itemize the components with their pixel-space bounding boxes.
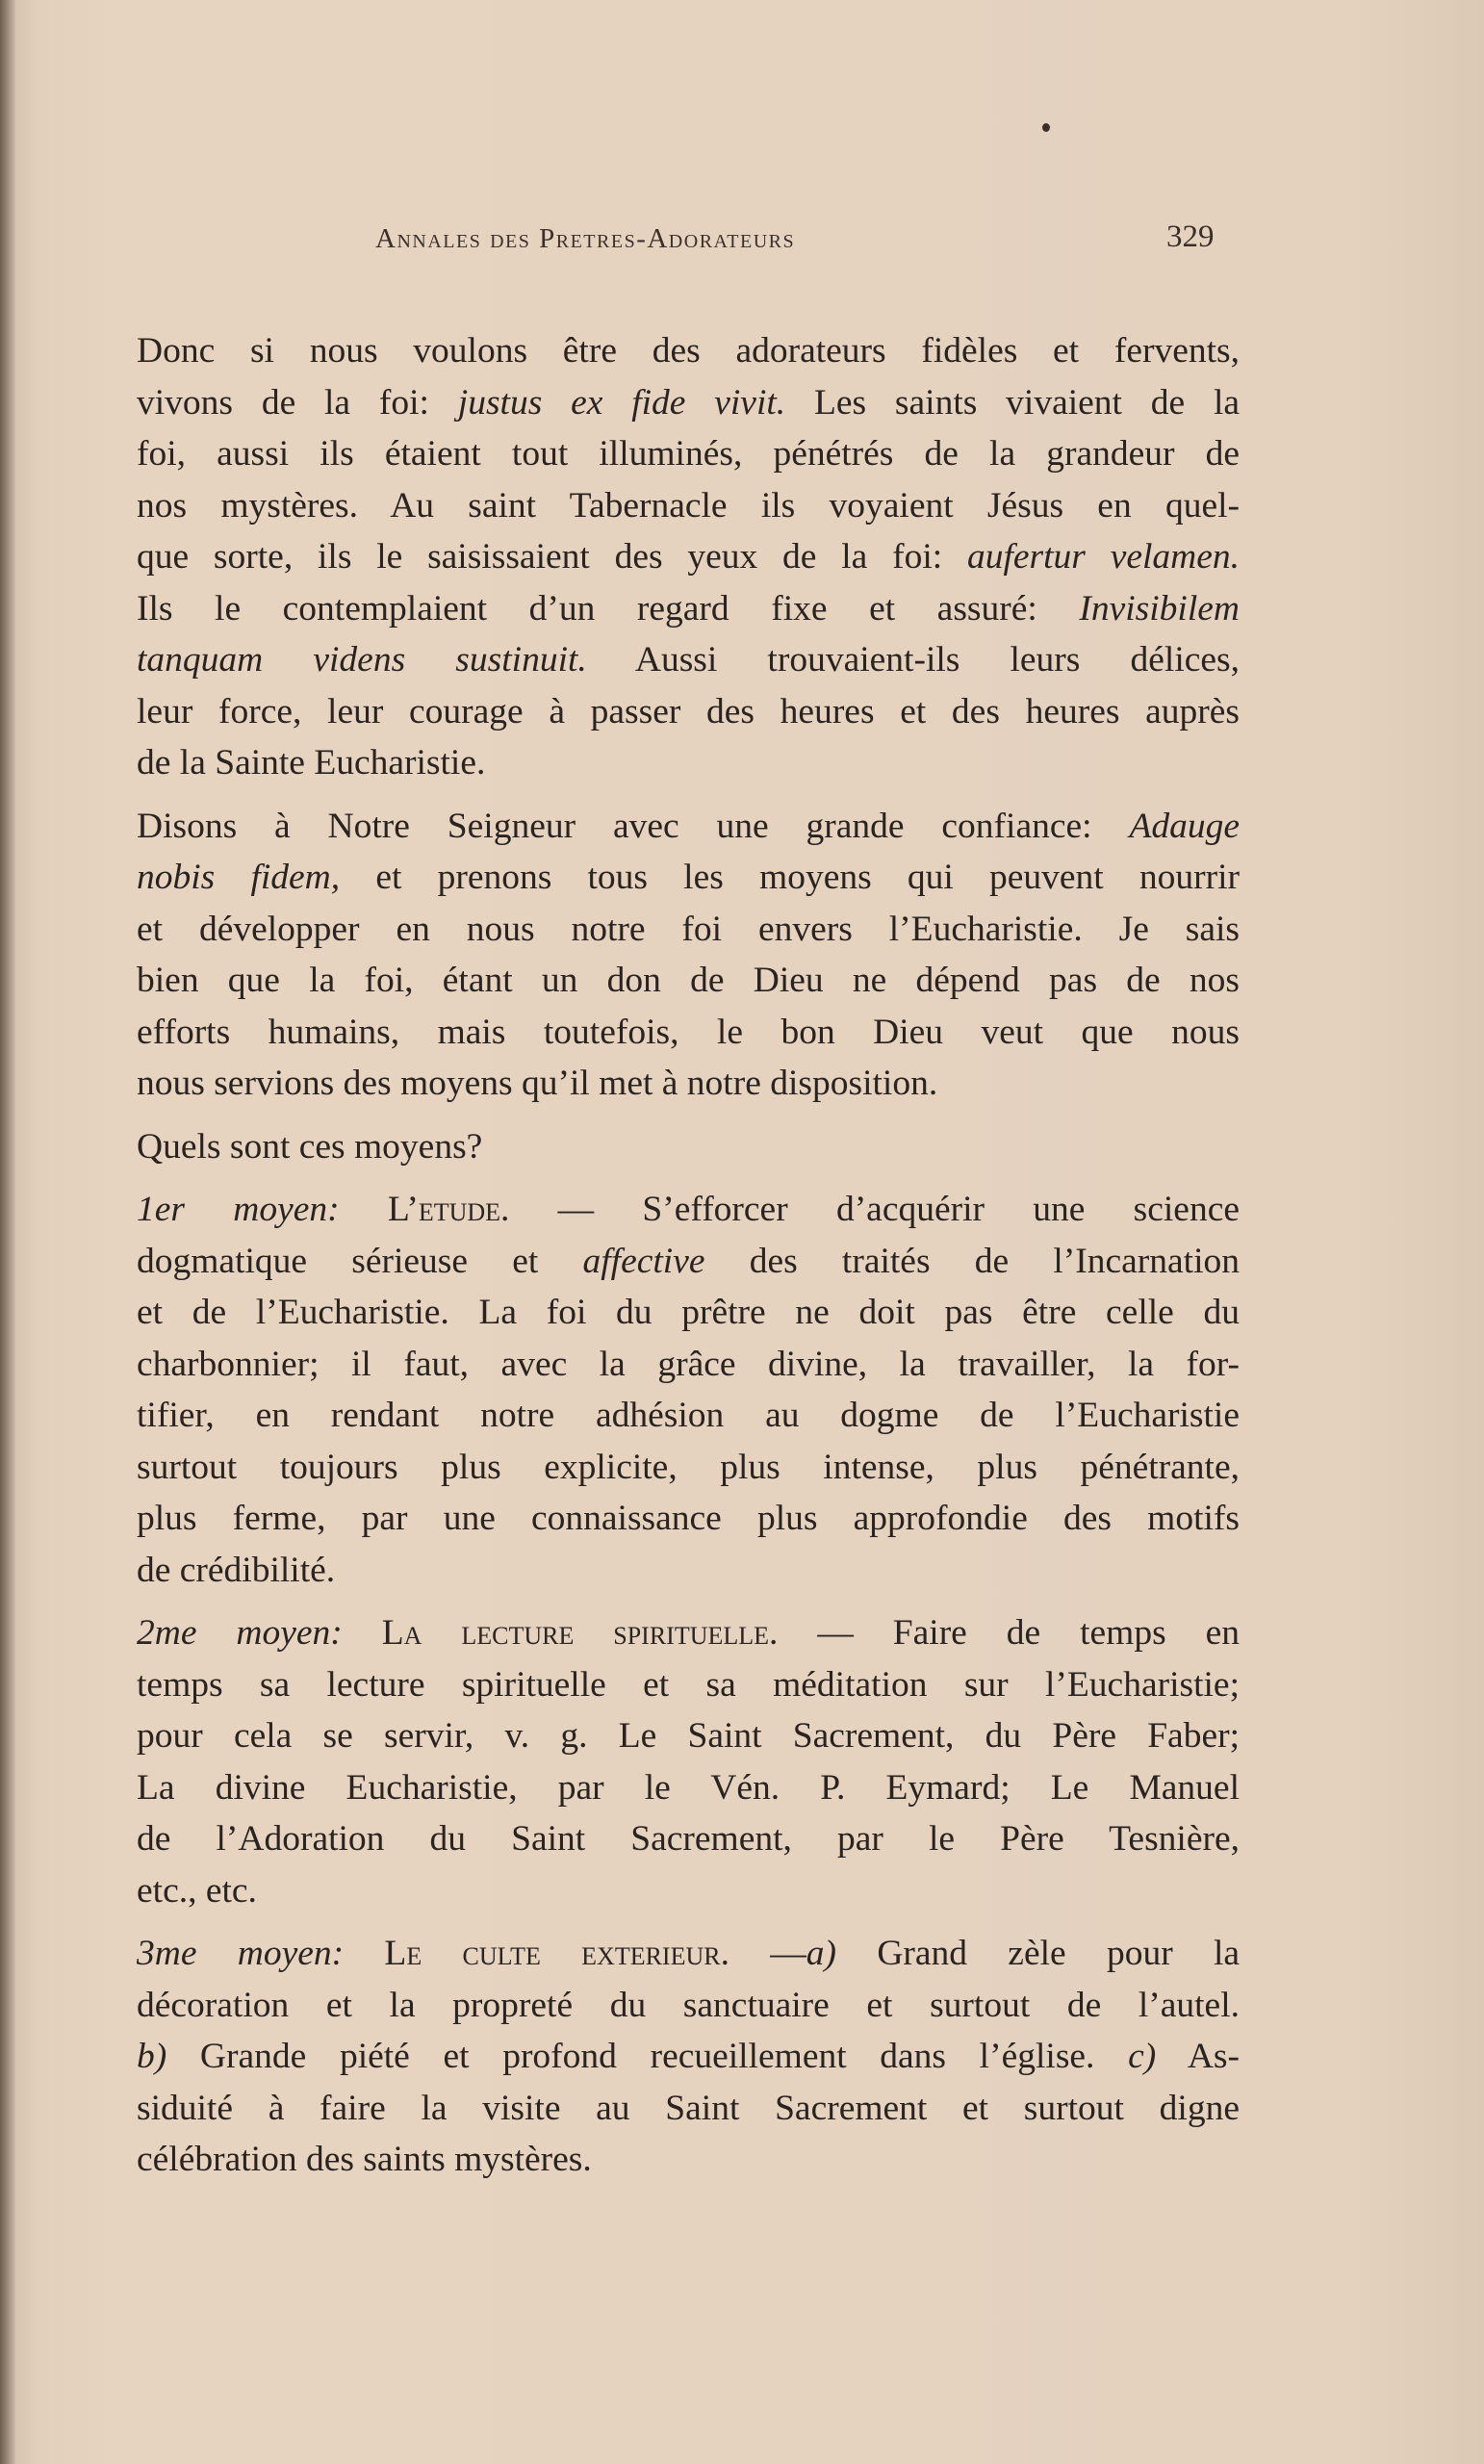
text-line: surtout toujours plus explicite, plus intense, plus pénétrante,: [137, 1447, 1240, 1487]
paragraph-1: [137, 325, 1240, 789]
paragraph-2: [137, 801, 1240, 1110]
text-line: charbonnier; il faut, avec la grâce divine, la travailler, la for-: [137, 1344, 1240, 1384]
text-line: de crédibilité.: [137, 1550, 336, 1590]
text-line: pour cela se servir, v. g. Le Saint Sacrement, du Père Faber;: [137, 1716, 1240, 1756]
paragraph-6: [137, 1928, 1240, 2186]
text-line: Donc si nous voulons être des adorateurs fidèles et fervents,: [137, 331, 1240, 371]
text-line: leur force, leur courage à passer des heures et des heures auprès: [137, 691, 1240, 732]
text-line: célébration des saints mystères.: [137, 2140, 592, 2179]
text-line: efforts humains, mais toutefois, le bon Dieu veut que nous: [137, 1012, 1240, 1052]
text-line: dogmatique sérieuse et affective des traités de l’Incarnation: [137, 1241, 1240, 1281]
text-line: plus ferme, par une connaissance plus approfondie des motifs: [137, 1499, 1240, 1538]
paragraph-4: [137, 1184, 1240, 1596]
text-line: foi, aussi ils étaient tout illuminés, pénétrés de la grandeur de: [137, 434, 1240, 474]
running-title-b: Pretres-Adorateurs: [539, 223, 796, 254]
binding-edge: [0, 0, 15, 2464]
text-line: décoration et la propreté du sanctuaire et surtout de l’autel.: [137, 1985, 1240, 2025]
text-line: de la Sainte Eucharistie.: [137, 743, 486, 783]
text-line: bien que la foi, étant un don de Dieu ne dépend pas de nos: [137, 961, 1240, 1000]
text-line: etc., etc.: [137, 1870, 257, 1911]
running-title-a: Annales des: [375, 223, 531, 254]
text-line: Ils le contemplaient d’un regard fixe et assuré: Invisibilem: [137, 588, 1240, 629]
text-line: et développer en nous notre foi envers l’Eucharistie. Je sais: [137, 909, 1240, 949]
text-line: Quels sont ces moyens?: [137, 1126, 483, 1167]
paragraph-5: [137, 1607, 1240, 1916]
main-text: [137, 325, 1240, 2186]
text-line: tanquam videns sustinuit. Aussi trouvaient-ils leurs délices,: [137, 640, 1240, 680]
text-line: nobis fidem, et prenons tous les moyens qui peuvent nourrir: [137, 858, 1241, 897]
ink-speck: [1042, 123, 1050, 132]
text-line: nous servions des moyens qu’il met à notre disposition.: [137, 1064, 938, 1103]
text-line: 1er moyen: L’etude. — S’efforcer d’acquérir une science: [137, 1190, 1240, 1229]
text-line: de l’Adoration du Saint Sacrement, par le Père Tesnière,: [137, 1819, 1240, 1859]
running-head: [375, 223, 1241, 255]
text-line: que sorte, ils le saisissaient des yeux de la foi: aufertur velamen.: [137, 537, 1241, 577]
text-line: nos mystères. Au saint Tabernacle ils voyaient Jésus en quel-: [137, 485, 1240, 526]
paragraph-3: [137, 1121, 1240, 1173]
text-line: b) Grande piété et profond recueillement dans l’église. c) As-: [137, 2037, 1241, 2076]
text-line: siduité à faire la visite au Saint Sacrement et surtout digne: [137, 2088, 1240, 2128]
text-line: vivons de la foi: justus ex fide vivit. Les saints vivaient de la: [137, 382, 1241, 423]
text-line: Disons à Notre Seigneur avec une grande confiance: Adauge: [137, 806, 1241, 846]
text-line: La divine Eucharistie, par le Vén. P. Eymard; Le Manuel: [137, 1767, 1240, 1808]
text-line: temps sa lecture spirituelle et sa méditation sur l’Eucharistie;: [137, 1664, 1240, 1705]
page-number: 329: [1166, 219, 1215, 254]
text-line: et de l’Eucharistie. La foi du prêtre ne doit pas être celle du: [137, 1293, 1240, 1332]
text-line: tifier, en rendant notre adhésion au dogme de l’Eucharistie: [137, 1396, 1240, 1435]
text-line: 2me moyen: La lecture spirituelle. — Faire de temps en: [137, 1613, 1241, 1653]
text-line: 3me moyen: Le culte exterieur. —a) Grand zèle pour la: [137, 1934, 1241, 1973]
